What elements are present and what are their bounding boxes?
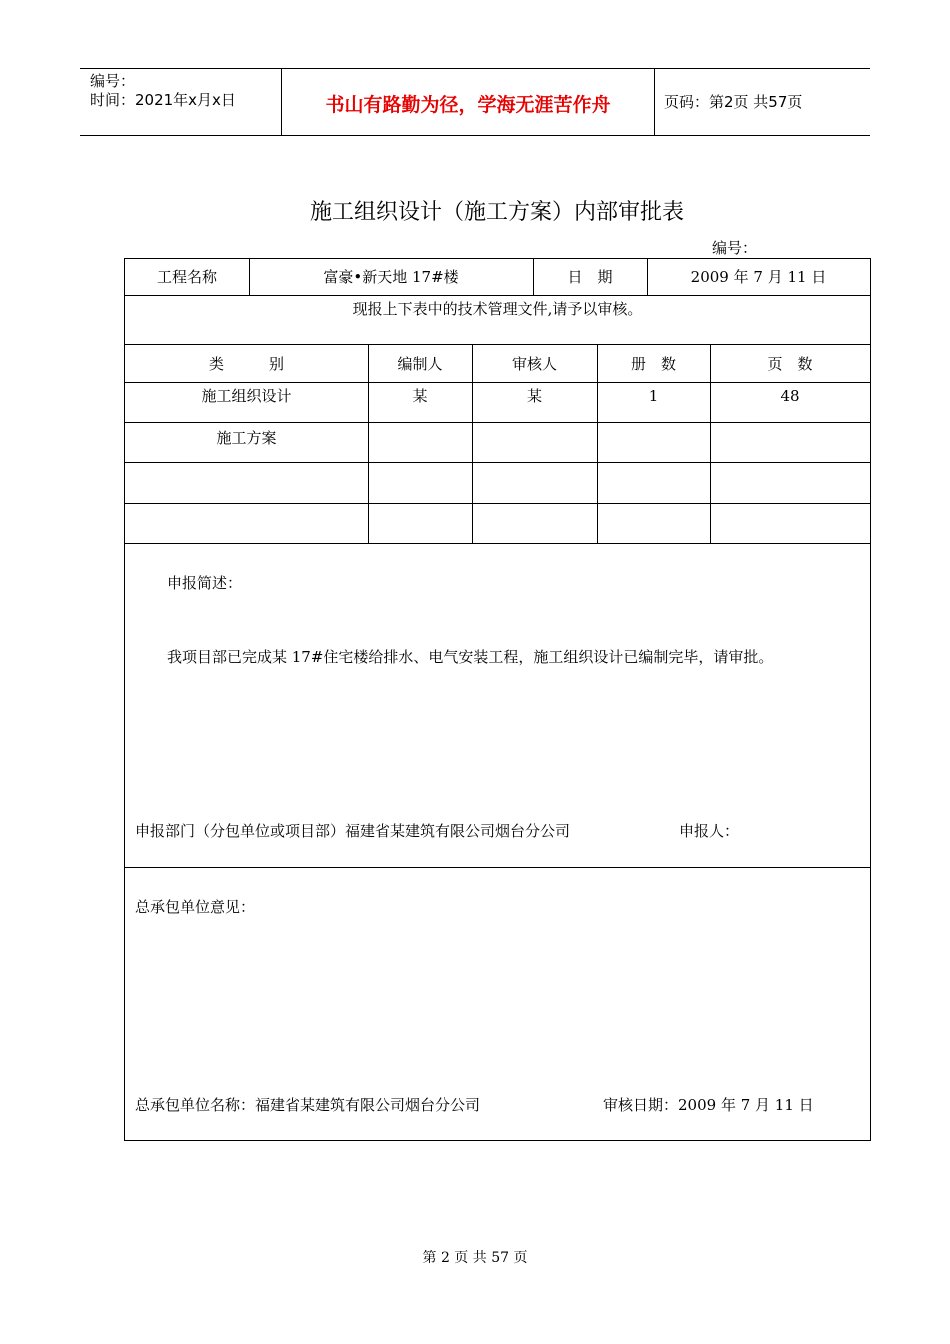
row-2-category: 施工方案 <box>216 429 277 447</box>
review-date-line: 审核日期：2009 年 7 月 11 日 <box>603 1096 814 1114</box>
applicant-label: 申报人： <box>679 822 740 840</box>
header-author: 编制人 <box>397 355 443 373</box>
project-name-value: 富豪•新天地 17#楼 <box>323 268 459 286</box>
project-name-label: 工程名称 <box>156 268 217 286</box>
row-1-reviewer: 某 <box>526 387 542 405</box>
rule-after-row-2 <box>125 462 870 463</box>
row-1-category: 施工组织设计 <box>201 387 292 405</box>
date-label: 日 期 <box>567 268 613 286</box>
header-reviewer: 审核人 <box>511 355 557 373</box>
header-top-rule <box>80 68 870 69</box>
rule-after-row-1 <box>125 422 870 423</box>
header-page-label: 页码：第2页 共57页 <box>664 93 803 111</box>
summary-label: 申报简述： <box>167 574 243 592</box>
header-bottom-rule <box>80 135 870 136</box>
rule-after-instruction <box>125 344 870 345</box>
gc-opinion-label: 总承包单位意见： <box>135 898 256 916</box>
row-1-pages: 48 <box>780 387 800 405</box>
summary-text: 我项目部已完成某 17#住宅楼给排水、电气安装工程，施工组织设计已编制完毕，请审批。 <box>167 648 774 666</box>
document-serial-label: 编号： <box>712 239 758 257</box>
rule-before-gc-section <box>125 867 870 868</box>
rule-after-table-header <box>125 382 870 383</box>
header-time-label: 时间：2021年x月x日 <box>90 91 236 109</box>
rule-after-row-4 <box>125 543 870 544</box>
header-pages: 页 数 <box>767 355 813 373</box>
approval-form <box>124 258 871 1141</box>
header-category: 类 别 <box>208 355 284 373</box>
gc-name-line: 总承包单位名称：福建省某建筑有限公司烟台分公司 <box>135 1096 481 1114</box>
header-divider-right <box>654 68 655 136</box>
header-serial-label: 编号： <box>90 72 136 90</box>
header-volumes: 册 数 <box>630 355 676 373</box>
row-1-author: 某 <box>412 387 428 405</box>
footer-page-number: 第 2 页 共 57 页 <box>422 1250 528 1266</box>
rule-after-project-row <box>125 295 870 296</box>
document-title: 施工组织设计（施工方案）内部审批表 <box>309 200 684 225</box>
rule-after-row-3 <box>125 503 870 504</box>
row-1-volumes: 1 <box>648 387 659 405</box>
submitting-department: 申报部门（分包单位或项目部）福建省某建筑有限公司烟台分公司 <box>135 822 571 840</box>
header-motto: 书山有路勤为径，学海无涯苦作舟 <box>325 94 611 116</box>
date-value: 2009 年 7 月 11 日 <box>690 268 827 286</box>
submission-instruction: 现报上下表中的技术管理文件,请予以审核。 <box>352 300 643 318</box>
